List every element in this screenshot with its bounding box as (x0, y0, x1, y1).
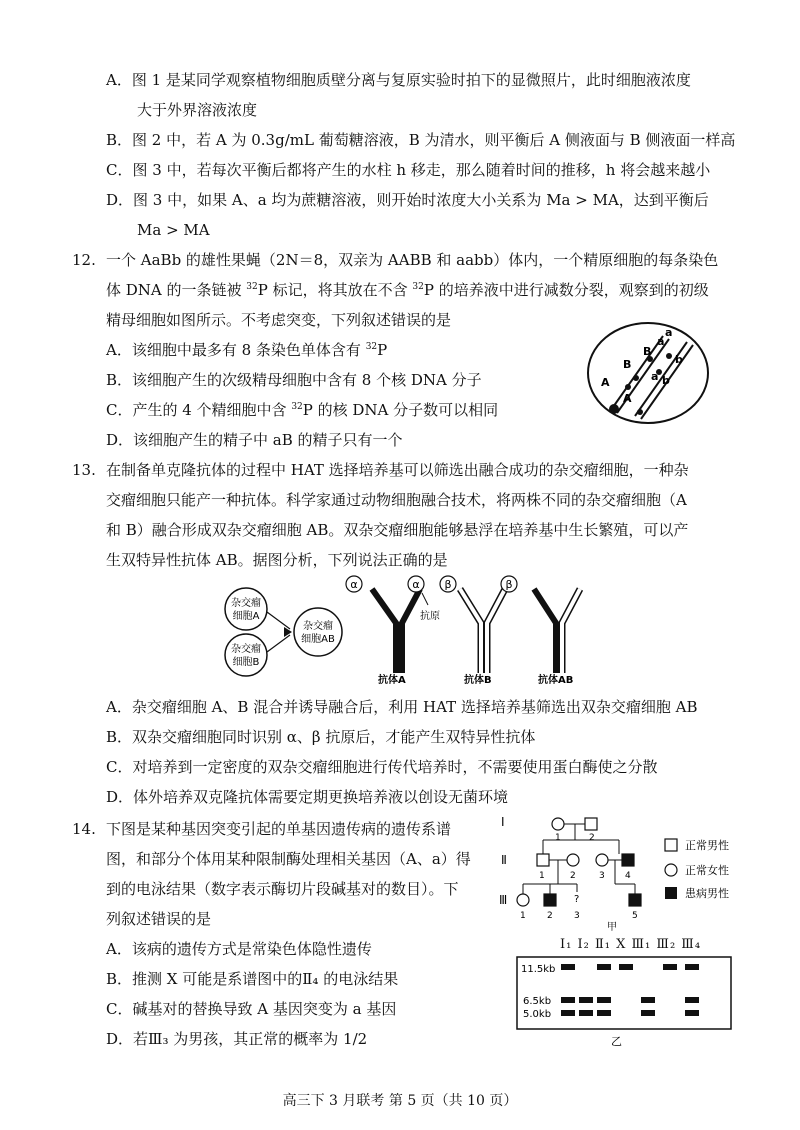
q12-stem2-sup1: 32 (246, 282, 258, 292)
q12-option-c-text: C．产生的 4 个精细胞中含 (106, 401, 292, 419)
q14-stem-line4: 列叙述错误的是 (106, 910, 212, 928)
gene-label: B (643, 345, 652, 358)
gene-dot (666, 353, 672, 359)
antibody-a-label: 抗体A (378, 675, 406, 685)
q12-number: 12. (72, 251, 96, 269)
II2-female (567, 854, 579, 866)
band (579, 1010, 593, 1016)
gene-label: b (675, 353, 683, 366)
band (597, 1010, 611, 1016)
centromere-left (609, 404, 619, 414)
page-footer: 高三下 3 月联考 第 5 页（共 10 页） (282, 1093, 518, 1109)
band (641, 1010, 655, 1016)
q11-option-c (106, 160, 710, 180)
I2-male (585, 818, 597, 830)
q13-number: 13. (72, 461, 96, 479)
q13-stem-line2: 交瘤细胞只能产一种抗体。科学家通过动物细胞融合技术，将两株不同的杂交瘤细胞（A (106, 491, 687, 509)
band (597, 964, 611, 970)
gel-caption: 乙 (611, 1035, 622, 1048)
q11-option-b (106, 130, 735, 150)
pedigree-caption: 甲 (607, 922, 617, 932)
legend-normal-female: 正常女性 (685, 864, 729, 877)
q14-stem-line1: 下图是某种基因突变引起的单基因遗传病的遗传系谱 (106, 820, 452, 838)
q11-option-d-cont: Ma > MA (137, 221, 210, 239)
III2-affected-male (544, 894, 556, 906)
cell-a-label-2: 细胞A (232, 611, 260, 622)
q11-option-b-text: 图 2 中，若 A 为 0.3g/mL 葡萄糖溶液，B 为清水，则平衡后 A 侧液面与 B 侧液面一样高 (132, 131, 736, 149)
band (641, 997, 655, 1003)
gel-size-6-5kb: 6.5kb (523, 996, 552, 1007)
q12-option-c-tail: P 的核 DNA 分子数可以相同 (302, 401, 499, 419)
q13-stem-line4: 生双特异性抗体 AB。据图分析，下列说法正确的是 (106, 551, 448, 569)
q14-option-c: C．碱基对的替换导致 A 基因突变为 a 基因 (106, 1000, 397, 1018)
q11-option-a-text: 图 1 是某同学观察植物细胞质壁分离与复原实验时拍下的显微照片，此时细胞液浓度 (131, 71, 691, 89)
legend-affected-male: 患病男性 (685, 887, 729, 900)
I1-female (552, 818, 564, 830)
gel-size-11-5kb: 11.5kb (521, 964, 556, 975)
I1-num: 1 (555, 833, 561, 843)
antibody-b (460, 589, 505, 673)
gen-label-2: Ⅱ (501, 853, 507, 867)
II1-num: 1 (539, 871, 545, 881)
gene-label: a (665, 326, 673, 339)
legend-affected-male-icon (665, 887, 677, 899)
gene-dot (625, 384, 631, 390)
q13-option-a: A．杂交瘤细胞 A、B 混合并诱导融合后，利用 HAT 选择培养基筛选出双杂交瘤细胞 AB (106, 698, 698, 716)
antibody-ab (534, 589, 580, 673)
q12-option-c (106, 400, 498, 420)
centromere-right (637, 409, 643, 415)
q12-option-c-sup: 32 (291, 402, 303, 412)
legend-normal-male-icon (665, 839, 677, 851)
q12-stem2-sup2: 32 (412, 282, 424, 292)
q12-option-b: B．该细胞产生的次级精母细胞中含有 8 个核 DNA 分子 (106, 371, 482, 389)
antibody-b-label: 抗体B (464, 675, 492, 685)
hybridoma-cell-ab (294, 608, 342, 656)
q14-option-a: A．该病的遗传方式是常染色体隐性遗传 (106, 940, 372, 958)
q11-option-d-label: D． (106, 191, 134, 209)
gene-label: a (657, 335, 665, 348)
q12-stem2-part3: P 的培养液中进行减数分裂，观察到的初级 (423, 281, 709, 299)
III2-num: 2 (547, 911, 553, 921)
q13-option-b: B．双杂交瘤细胞同时识别 α、β 抗原后，才能产生双特异性抗体 (106, 728, 536, 746)
q14-number: 14. (72, 820, 96, 838)
band (579, 997, 593, 1003)
II4-affected-male (622, 854, 634, 866)
q11-option-b-label: B． (106, 131, 133, 149)
band (685, 964, 699, 970)
II4-num: 4 (625, 871, 631, 881)
q11-option-c-text: 图 3 中，若每次平衡后都将产生的水柱 h 移走，那么随着时间的推移，h 将会越来越小 (132, 161, 711, 179)
gene-label: B (623, 358, 632, 371)
band (597, 997, 611, 1003)
III1-num: 1 (520, 911, 526, 921)
q12-option-d: D．该细胞产生的精子中 aB 的精子只有一个 (106, 431, 403, 449)
hybridoma-cell-a (225, 588, 267, 630)
II1-male (537, 854, 549, 866)
III5-affected-male (629, 894, 641, 906)
gene-dot (633, 375, 639, 381)
antigen-alpha-left-label: α (350, 578, 358, 591)
cell-ab-label-2: 细胞AB (301, 634, 335, 645)
band (663, 964, 677, 970)
q12-stem2-part1: 体 DNA 的一条链被 (106, 281, 247, 299)
q13-stem-line1: 在制备单克隆抗体的过程中 HAT 选择培养基可以筛选出融合成功的杂交瘤细胞，一种杂 (106, 461, 689, 479)
q14-stem-line2: 图，和部分个体用某种限制酶处理相关基因（A、a）得 (106, 850, 471, 868)
q12-option-a-sup: 32 (365, 342, 378, 352)
q13-antibody-figure (222, 575, 622, 685)
fusion-arrowhead (284, 627, 292, 637)
gene-label: b (662, 374, 670, 387)
q11-option-a (106, 70, 691, 90)
gen-label-1: Ⅰ (501, 815, 505, 829)
fusion-arrow-b (267, 635, 290, 652)
q12-stem-line1: 一个 AaBb 的雄性果蝇（2N＝8，双亲为 AABB 和 aabb）体内，一个精原细胞的每条染色 (106, 251, 719, 269)
antibody-a (372, 589, 420, 673)
III3-unknown: ? (574, 894, 580, 905)
q13-option-d: D．体外培养双克隆抗体需要定期更换培养液以创设无菌环境 (106, 788, 509, 806)
q12-stem-line3: 精母细胞如图所示。不考虑突变，下列叙述错误的是 (106, 311, 452, 329)
II2-num: 2 (570, 871, 576, 881)
q11-option-c-label: C． (106, 161, 133, 179)
cell-ab-label-1: 杂交瘤 (303, 621, 333, 632)
gel-size-5-0kb: 5.0kb (523, 1009, 552, 1020)
gene-label: a (651, 370, 659, 383)
III3-num: 3 (574, 911, 580, 921)
band (685, 997, 699, 1003)
band (561, 1010, 575, 1016)
antigen-beta-right-label: β (505, 578, 513, 591)
I2-num: 2 (589, 833, 595, 843)
q14-option-d: D．若Ⅲ₃ 为男孩，其正常的概率为 1/2 (106, 1030, 368, 1048)
band (619, 964, 633, 970)
antigen-alpha-right-label: α (412, 578, 420, 591)
q13-stem-line3: 和 B）融合形成双杂交瘤细胞 AB。双杂交瘤细胞能够悬浮在培养基中生长繁殖，可以产 (106, 521, 689, 539)
II3-num: 3 (599, 871, 605, 881)
band (561, 964, 575, 970)
hybridoma-cell-b (225, 634, 267, 676)
legend-normal-female-icon (665, 864, 677, 876)
antigen-label: 抗原 (420, 611, 440, 622)
gene-label: A (623, 392, 632, 405)
q14-gel-header: Ⅰ₁ Ⅰ₂ Ⅱ₁ X Ⅲ₁ Ⅲ₂ Ⅲ₄ (560, 937, 702, 952)
III1-female (517, 894, 529, 906)
III5-num: 5 (632, 911, 638, 921)
q14-pedigree (495, 812, 765, 932)
q14-stem-line3: 到的电泳结果（数字表示酶切片段碱基对的数目）。下 (106, 880, 459, 898)
legend-normal-male: 正常男性 (685, 839, 729, 852)
q14-gel (515, 955, 735, 1050)
q11-option-a-label: A． (106, 71, 132, 89)
antigen-beta-left-label: β (444, 578, 452, 591)
cell-b-label-1: 杂交瘤 (231, 644, 261, 655)
q12-option-a-text: A．该细胞中最多有 8 条染色单体含有 (106, 341, 366, 359)
band (561, 997, 575, 1003)
II3-female (596, 854, 608, 866)
antigen-arrow (422, 593, 428, 605)
cell-a-label-1: 杂交瘤 (231, 598, 261, 609)
q12-stem-line2 (106, 280, 709, 300)
q12-stem2-part2: P 标记，将其放在不含 (257, 281, 413, 299)
q11-option-d (106, 190, 709, 210)
cell-b-label-2: 细胞B (232, 657, 260, 668)
q14-option-b: B．推测 X 可能是系谱图中的Ⅱ₄ 的电泳结果 (106, 970, 399, 988)
q13-option-c: C．对培养到一定密度的双杂交瘤细胞进行传代培养时，不需要使用蛋白酶使之分散 (106, 758, 658, 776)
q11-option-d-text: 图 3 中，如果 A、a 均为蔗糖溶液，则开始时浓度大小关系为 Ma > MA，达到平衡后 (133, 191, 709, 209)
q11-option-a-cont: 大于外界溶液浓度 (137, 101, 258, 119)
q12-option-a-tail: P (377, 341, 388, 359)
gene-label: A (601, 376, 610, 389)
q12-option-a (106, 340, 387, 360)
antibody-ab-label: 抗体AB (538, 675, 574, 685)
fusion-arrow-a (267, 612, 290, 629)
q12-cell-figure (583, 318, 713, 428)
band (685, 1010, 699, 1016)
gen-label-3: Ⅲ (499, 893, 508, 907)
